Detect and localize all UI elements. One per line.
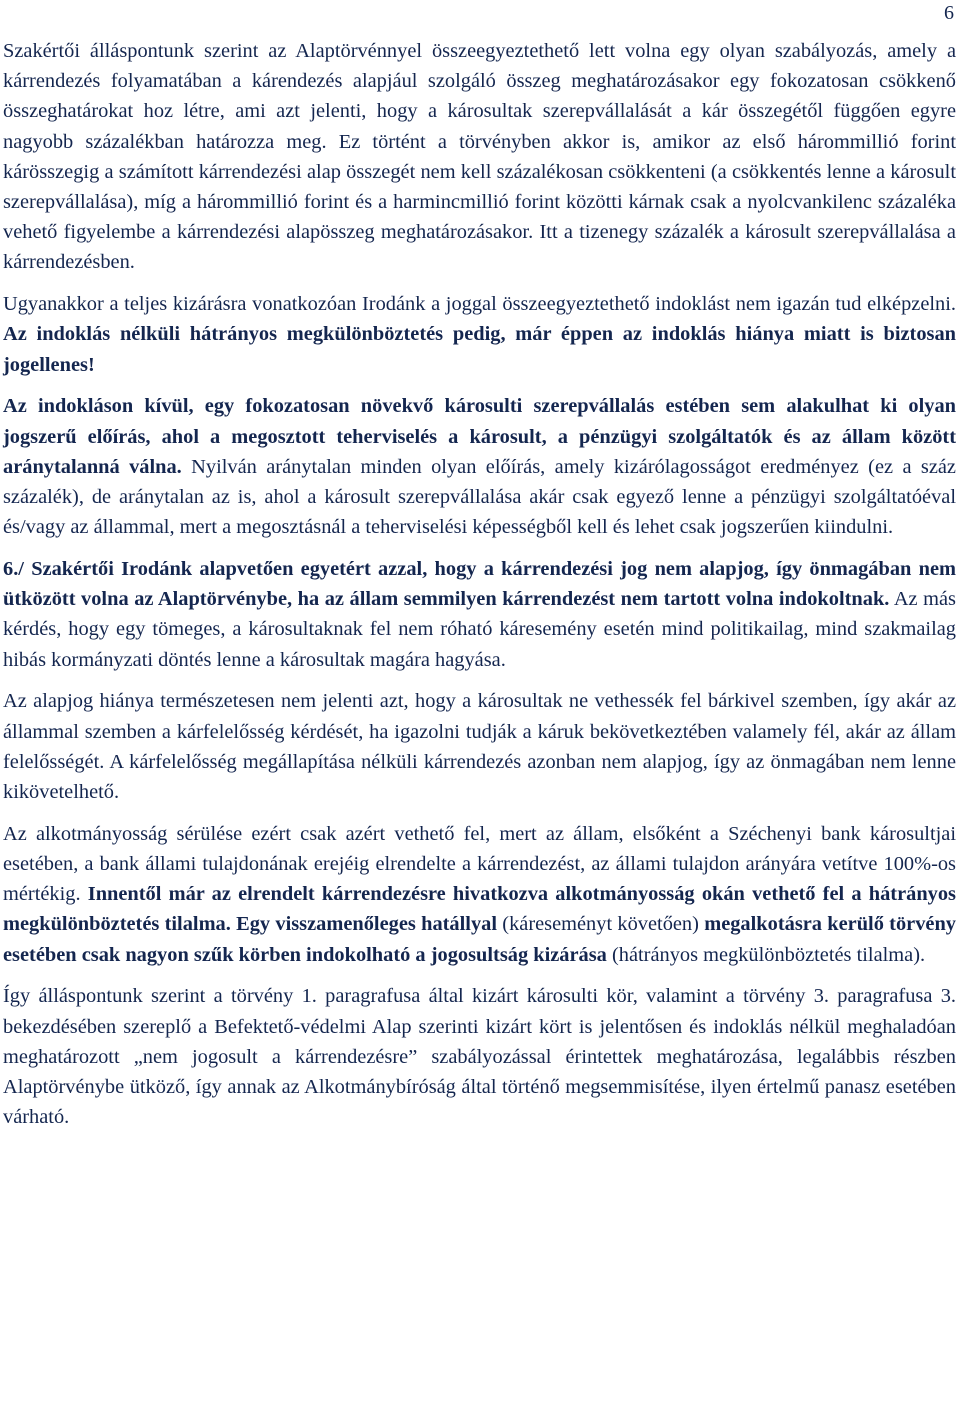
- paragraph-5: [3, 686, 956, 807]
- paragraph-2: [3, 289, 956, 380]
- text-run: (káreseményt követően): [497, 913, 705, 936]
- paragraph-1: [3, 36, 956, 278]
- bold-text-run: Az indoklás nélküli hátrányos megkülönböztetés pedig, már éppen az indoklás hiánya miatt is biztosan jogellenes!: [3, 323, 956, 376]
- paragraph-4-section-6: [3, 554, 956, 675]
- bold-text-run: 6./ Szakértői Irodánk alapvetően egyetért azzal, hogy a kárrendezési jog nem alapjog, így önmagában nem ütközött volna az Alaptörvénybe, ha az állam semmilyen kárrendezést nem tartott volna indokoltnak.: [3, 558, 956, 611]
- bold-text-run: megalkotásra kerülő törvény esetében csak nagyon szűk körben indokolható a jogosultság kizárása: [3, 913, 957, 966]
- text-run: Az alkotmányosság sérülése ezért csak azért vethető fel, mert az állam, elsőként a Széchenyi bank károsultjai esetében, a bank állami tulajdonának erejéig elrendelte a kárrendezést, az állami tulajdon arányára vetítve 100%-os mértékig.: [3, 822, 956, 906]
- text-run: Az más kérdés, hogy egy tömeges, a károsultaknak fel nem róható káresemény esetén mind politikailag, mind szakmailag hibás kormányzati döntés lenne a károsultak magára hagyása.: [3, 588, 956, 671]
- bold-text-run: Az indokláson kívül, egy fokozatosan növekvő károsulti szerepvállalás estében sem alakulhat ki olyan jogszerű előírás, ahol a megosztott teherviselés a károsult, a pénzügyi szolgáltatók és az állam között aránytalanná válna.: [3, 395, 956, 478]
- paragraph-3: [3, 391, 956, 542]
- bold-text-run: Innentől már az elrendelt kárrendezésre hivatkozva alkotmányosság okán vethető fel a hátrányos megkülönböztetés tilalma. Egy visszamenőleges hatállyal: [3, 883, 956, 936]
- paragraph-6: [3, 819, 956, 970]
- text-run: Szakértői álláspontunk szerint az Alaptörvénnyel összeegyeztethető lett volna egy olyan szabályozás, amely a kárrendezés folyamatában a kárendezés alapjául szolgáló összeg meghatározásakor egy fokozatosan csökkenő összeghatárokat hoz létre, ami azt jelenti, hogy a károsultak szerepvállalását a kár összegétől függően egyre nagyobb százalékban határozza meg. Ez történt a törvényben akkor is, amikor az első hárommillió forint kárösszegig a számított kárrendezési alap összegét nem kell százalékosan csökkenteni (a csökkentés lenne a károsult szerepvállalása), míg a hárommillió forint és a harmincmillió forint közötti kárnak csak a nyolcvankilenc százaléka vehető figyelembe a kárrendezési alapösszeg meghatározásakor. Itt a tizenegy százalék a károsult szerepvállalása a kárrendezésben.: [3, 40, 956, 274]
- text-run: Ugyanakkor a teljes kizárásra vonatkozóan Irodánk a joggal összeegyeztethető indoklást nem igazán tud elképzelni.: [3, 293, 956, 316]
- text-run: Így álláspontunk szerint a törvény 1. paragrafusa által kizárt károsulti kör, valamint a törvény 3. paragrafusa 3. bekezdésében szereplő a Befektető-védelmi Alap szerinti kizárt kört is jelentősen és indoklás nélkül meghaladóan meghatározott „nem jogosult a kárrendezésre” szabályozással érintettek meghatározása, legalábbis részben Alaptörvénybe ütköző, így annak az Alkotmánybíróság által történő megsemmisítése, ilyen értelmű panasz esetében várható.: [3, 985, 956, 1129]
- page-number: 6: [944, 2, 954, 24]
- text-run: Az alapjog hiánya természetesen nem jelenti azt, hogy a károsultak ne vethessék fel bárkivel szemben, így akár az állammal szemben a kárfelelősség kérdését, ha igazolni tudják a káruk bekövetkeztében valamely fél, akár az állam felelősségét. A kárfelelősség megállapítása nélküli kárrendezés azonban nem alapjog, így az önmagában nem lenne kikövetelhető.: [3, 690, 956, 804]
- text-run: Nyilván aránytalan minden olyan előírás, amely kizárólagosságot eredményez (ez a száz százalék), de aránytalan az is, ahol a károsult szerepvállalása akár csak egyező lenne a pénzügyi szolgáltatóéval és/vagy az állammal, mert a megosztásnál a teherviselési képességből kell és lehet csak jogszerűen kiindulni.: [3, 455, 956, 539]
- text-run: (hátrányos megkülönböztetés tilalma).: [606, 943, 926, 966]
- paragraph-7: [3, 981, 956, 1132]
